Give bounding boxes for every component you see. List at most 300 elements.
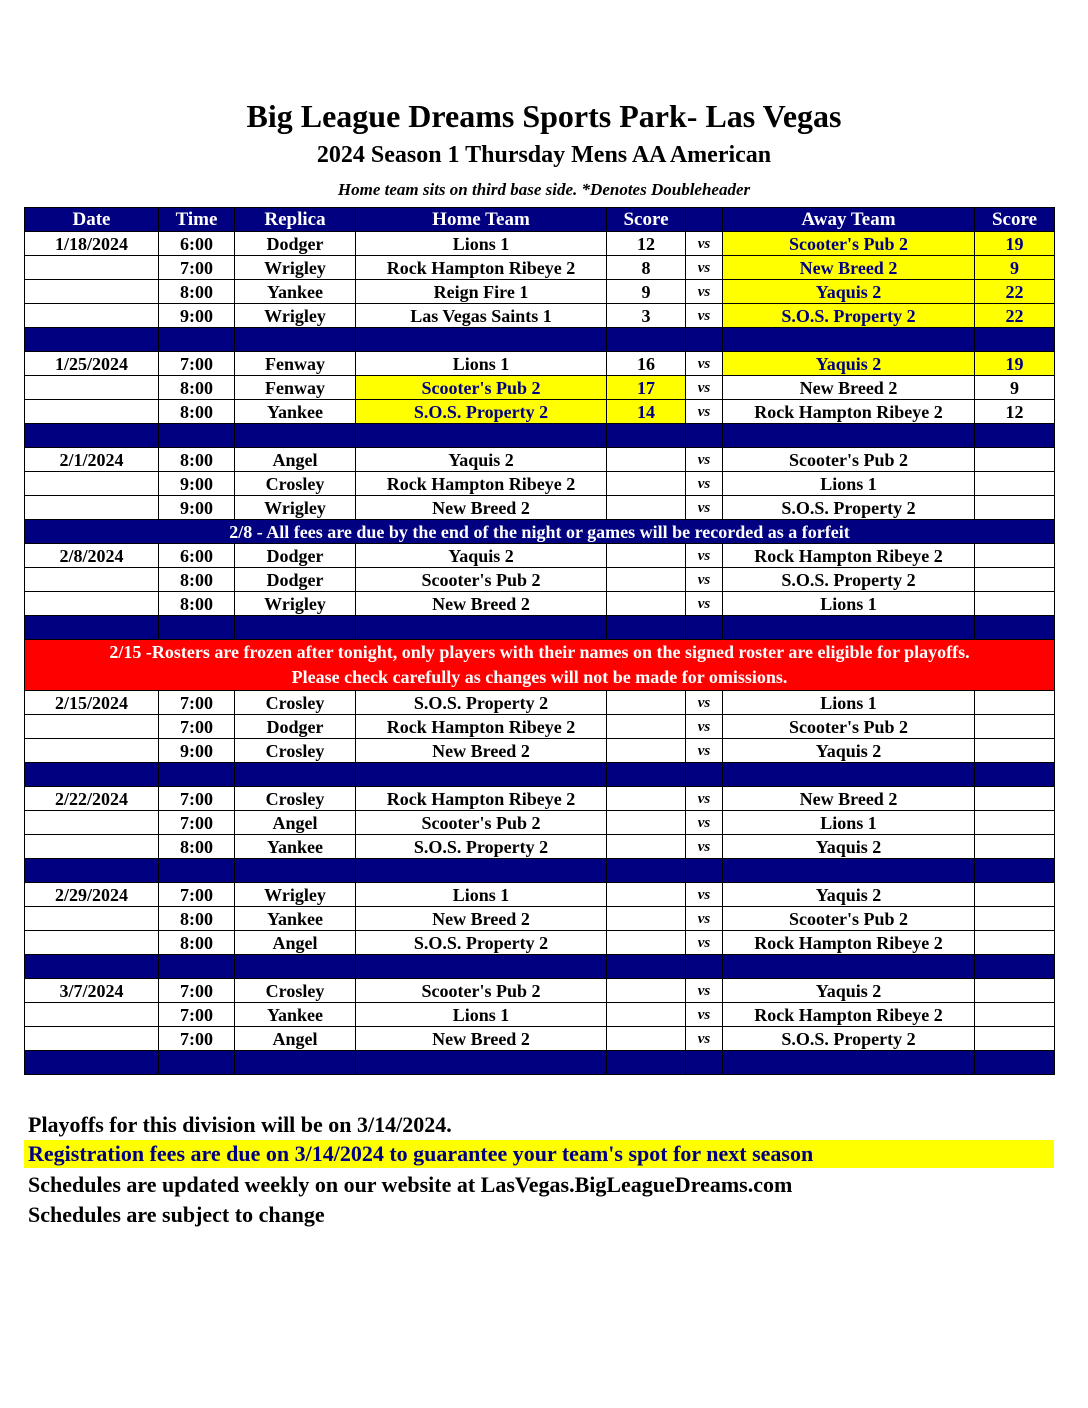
- header-away-score: Score: [975, 208, 1055, 232]
- home-team-cell: Rock Hampton Ribeye 2: [356, 472, 607, 496]
- away-score-cell: [975, 907, 1055, 931]
- fees-notice-row: [25, 520, 1055, 544]
- spacer-cell: [686, 1051, 723, 1075]
- away-score-cell: [975, 1003, 1055, 1027]
- game-row: [25, 496, 1055, 520]
- replica-cell: Yankee: [235, 907, 356, 931]
- spacer-cell: [25, 616, 159, 640]
- spacer-cell: [975, 763, 1055, 787]
- home-score-cell: 16: [607, 352, 686, 376]
- game-row: [25, 1027, 1055, 1051]
- spacer-cell: [159, 424, 235, 448]
- website-note: Schedules are updated weekly on our website at LasVegas.BigLeagueDreams.com: [28, 1172, 793, 1197]
- vs-label: vs: [686, 400, 723, 424]
- away-team-cell: Yaquis 2: [723, 280, 975, 304]
- home-score-cell: 14: [607, 400, 686, 424]
- home-team-cell: Rock Hampton Ribeye 2: [356, 715, 607, 739]
- spacer-cell: [159, 763, 235, 787]
- vs-label: vs: [686, 907, 723, 931]
- spacer-cell: [975, 1051, 1055, 1075]
- replica-cell: Yankee: [235, 400, 356, 424]
- replica-cell: Wrigley: [235, 883, 356, 907]
- spacer-cell: [235, 616, 356, 640]
- time-cell: 7:00: [159, 715, 235, 739]
- roster-alert-line2: Please check carefully as changes will not be made for omissions.: [291, 667, 788, 687]
- spacer-cell: [723, 859, 975, 883]
- home-team-cell: New Breed 2: [356, 592, 607, 616]
- spacer-cell: [356, 763, 607, 787]
- game-row: [25, 592, 1055, 616]
- away-score-cell: [975, 568, 1055, 592]
- away-team-cell: New Breed 2: [723, 787, 975, 811]
- spacer-cell: [607, 955, 686, 979]
- home-score-cell: [607, 568, 686, 592]
- date-cell: 2/1/2024: [25, 448, 159, 472]
- date-cell: 2/22/2024: [25, 787, 159, 811]
- date-cell: [25, 931, 159, 955]
- header-home-team: Home Team: [356, 208, 607, 232]
- date-cell: [25, 568, 159, 592]
- page-title: Big League Dreams Sports Park- Las Vegas: [246, 98, 842, 134]
- spacer-cell: [235, 859, 356, 883]
- away-team-cell: Rock Hampton Ribeye 2: [723, 400, 975, 424]
- replica-cell: Wrigley: [235, 592, 356, 616]
- game-row: [25, 835, 1055, 859]
- date-cell: 2/29/2024: [25, 883, 159, 907]
- roster-alert: [25, 640, 1055, 691]
- home-score-cell: [607, 787, 686, 811]
- vs-label: vs: [686, 592, 723, 616]
- away-score-cell: [975, 691, 1055, 715]
- spacer-cell: [235, 763, 356, 787]
- home-team-cell: Lions 1: [356, 883, 607, 907]
- spacer-cell: [159, 955, 235, 979]
- game-row: [25, 931, 1055, 955]
- away-score-cell: [975, 472, 1055, 496]
- home-score-cell: [607, 739, 686, 763]
- home-team-cell: Yaquis 2: [356, 544, 607, 568]
- away-score-cell: [975, 787, 1055, 811]
- home-score-cell: [607, 448, 686, 472]
- change-note: Schedules are subject to change: [28, 1202, 325, 1227]
- vs-label: vs: [686, 256, 723, 280]
- away-team-cell: Lions 1: [723, 472, 975, 496]
- game-row: [25, 400, 1055, 424]
- away-team-cell: Yaquis 2: [723, 883, 975, 907]
- spacer-cell: [159, 859, 235, 883]
- spacer-cell: [607, 328, 686, 352]
- home-score-cell: [607, 1027, 686, 1051]
- away-score-cell: [975, 739, 1055, 763]
- spacer-cell: [975, 616, 1055, 640]
- away-score-cell: 19: [975, 352, 1055, 376]
- away-team-cell: Lions 1: [723, 811, 975, 835]
- game-row: [25, 883, 1055, 907]
- spacer-cell: [235, 1051, 356, 1075]
- date-cell: 3/7/2024: [25, 979, 159, 1003]
- spacer-cell: [356, 955, 607, 979]
- away-team-cell: S.O.S. Property 2: [723, 496, 975, 520]
- home-score-cell: [607, 979, 686, 1003]
- home-score-cell: [607, 472, 686, 496]
- home-team-cell: Scooter's Pub 2: [356, 979, 607, 1003]
- game-row: [25, 979, 1055, 1003]
- away-score-cell: [975, 931, 1055, 955]
- spacer-cell: [975, 955, 1055, 979]
- spacer-cell: [25, 859, 159, 883]
- away-score-cell: [975, 883, 1055, 907]
- time-cell: 7:00: [159, 256, 235, 280]
- date-cell: [25, 835, 159, 859]
- replica-cell: Angel: [235, 811, 356, 835]
- away-score-cell: [975, 496, 1055, 520]
- vs-label: vs: [686, 448, 723, 472]
- time-cell: 8:00: [159, 835, 235, 859]
- home-team-cell: Las Vegas Saints 1: [356, 304, 607, 328]
- spacer-cell: [975, 328, 1055, 352]
- vs-label: vs: [686, 787, 723, 811]
- date-cell: [25, 472, 159, 496]
- game-row: [25, 1003, 1055, 1027]
- time-cell: 7:00: [159, 352, 235, 376]
- date-cell: [25, 304, 159, 328]
- away-team-cell: Yaquis 2: [723, 979, 975, 1003]
- replica-cell: Crosley: [235, 472, 356, 496]
- spacer-cell: [975, 424, 1055, 448]
- schedule-table: [24, 207, 1055, 1075]
- home-score-cell: [607, 835, 686, 859]
- time-cell: 8:00: [159, 592, 235, 616]
- replica-cell: Crosley: [235, 739, 356, 763]
- spacer-cell: [235, 955, 356, 979]
- replica-cell: Wrigley: [235, 496, 356, 520]
- replica-cell: Dodger: [235, 544, 356, 568]
- time-cell: 9:00: [159, 304, 235, 328]
- date-cell: 2/8/2024: [25, 544, 159, 568]
- away-score-cell: [975, 979, 1055, 1003]
- time-cell: 8:00: [159, 931, 235, 955]
- game-row: [25, 739, 1055, 763]
- replica-cell: Angel: [235, 931, 356, 955]
- replica-cell: Yankee: [235, 280, 356, 304]
- date-cell: [25, 256, 159, 280]
- home-team-cell: Lions 1: [356, 232, 607, 256]
- spacer-cell: [607, 616, 686, 640]
- spacer-cell: [159, 328, 235, 352]
- time-cell: 8:00: [159, 280, 235, 304]
- spacer-cell: [686, 955, 723, 979]
- home-score-cell: 12: [607, 232, 686, 256]
- date-cell: 1/18/2024: [25, 232, 159, 256]
- time-cell: 6:00: [159, 544, 235, 568]
- home-team-cell: S.O.S. Property 2: [356, 835, 607, 859]
- vs-label: vs: [686, 472, 723, 496]
- time-cell: 9:00: [159, 739, 235, 763]
- game-row: [25, 352, 1055, 376]
- header-away-team: Away Team: [723, 208, 975, 232]
- home-score-cell: [607, 883, 686, 907]
- fees-notice: 2/8 - All fees are due by the end of the night or games will be recorded as a forfeit: [25, 520, 1055, 544]
- home-team-cell: Rock Hampton Ribeye 2: [356, 256, 607, 280]
- spacer-cell: [356, 424, 607, 448]
- vs-label: vs: [686, 883, 723, 907]
- time-cell: 7:00: [159, 1003, 235, 1027]
- away-score-cell: 9: [975, 256, 1055, 280]
- home-team-cell: Yaquis 2: [356, 448, 607, 472]
- away-score-cell: [975, 811, 1055, 835]
- vs-label: vs: [686, 715, 723, 739]
- replica-cell: Wrigley: [235, 304, 356, 328]
- replica-cell: Yankee: [235, 835, 356, 859]
- spacer-cell: [723, 424, 975, 448]
- vs-label: vs: [686, 304, 723, 328]
- away-team-cell: Scooter's Pub 2: [723, 907, 975, 931]
- home-score-cell: [607, 592, 686, 616]
- away-team-cell: Rock Hampton Ribeye 2: [723, 544, 975, 568]
- date-cell: [25, 1027, 159, 1051]
- vs-label: vs: [686, 1027, 723, 1051]
- vs-label: vs: [686, 1003, 723, 1027]
- vs-label: vs: [686, 979, 723, 1003]
- time-cell: 8:00: [159, 448, 235, 472]
- spacer-cell: [25, 763, 159, 787]
- header-replica: Replica: [235, 208, 356, 232]
- spacer-cell: [686, 763, 723, 787]
- home-team-cell: S.O.S. Property 2: [356, 931, 607, 955]
- home-team-cell: Reign Fire 1: [356, 280, 607, 304]
- home-score-cell: [607, 544, 686, 568]
- home-team-cell: S.O.S. Property 2: [356, 691, 607, 715]
- home-team-note: Home team sits on third base side. *Denotes Doubleheader: [337, 180, 751, 199]
- playoffs-note: Playoffs for this division will be on 3/14/2024.: [28, 1112, 452, 1137]
- away-team-cell: S.O.S. Property 2: [723, 304, 975, 328]
- home-team-cell: Lions 1: [356, 1003, 607, 1027]
- away-team-cell: Scooter's Pub 2: [723, 715, 975, 739]
- replica-cell: Crosley: [235, 787, 356, 811]
- home-team-cell: New Breed 2: [356, 1027, 607, 1051]
- time-cell: 8:00: [159, 400, 235, 424]
- vs-label: vs: [686, 280, 723, 304]
- spacer-row: [25, 424, 1055, 448]
- header-time: Time: [159, 208, 235, 232]
- spacer-cell: [235, 424, 356, 448]
- vs-label: vs: [686, 811, 723, 835]
- game-row: [25, 256, 1055, 280]
- home-team-cell: Rock Hampton Ribeye 2: [356, 787, 607, 811]
- home-score-cell: [607, 931, 686, 955]
- date-cell: [25, 715, 159, 739]
- away-score-cell: [975, 448, 1055, 472]
- registration-note: Registration fees are due on 3/14/2024 to guarantee your team's spot for next season: [24, 1140, 1054, 1168]
- spacer-cell: [25, 1051, 159, 1075]
- away-team-cell: Rock Hampton Ribeye 2: [723, 1003, 975, 1027]
- game-row: [25, 280, 1055, 304]
- home-score-cell: 9: [607, 280, 686, 304]
- date-cell: [25, 592, 159, 616]
- time-cell: 7:00: [159, 787, 235, 811]
- away-team-cell: Rock Hampton Ribeye 2: [723, 931, 975, 955]
- home-score-cell: [607, 811, 686, 835]
- vs-label: vs: [686, 835, 723, 859]
- game-row: [25, 691, 1055, 715]
- replica-cell: Fenway: [235, 352, 356, 376]
- home-score-cell: [607, 496, 686, 520]
- time-cell: 7:00: [159, 811, 235, 835]
- vs-label: vs: [686, 232, 723, 256]
- spacer-row: [25, 859, 1055, 883]
- home-team-cell: New Breed 2: [356, 496, 607, 520]
- home-score-cell: [607, 907, 686, 931]
- spacer-cell: [607, 763, 686, 787]
- game-row: [25, 232, 1055, 256]
- spacer-cell: [607, 859, 686, 883]
- game-row: [25, 568, 1055, 592]
- date-cell: [25, 739, 159, 763]
- roster-alert-line1: 2/15 -Rosters are frozen after tonight, only players with their names on the signed roster are eligible for playoffs.: [109, 642, 970, 662]
- replica-cell: Angel: [235, 448, 356, 472]
- spacer-cell: [356, 328, 607, 352]
- replica-cell: Dodger: [235, 715, 356, 739]
- away-score-cell: [975, 835, 1055, 859]
- spacer-cell: [723, 616, 975, 640]
- spacer-row: [25, 1051, 1055, 1075]
- away-score-cell: [975, 1027, 1055, 1051]
- spacer-cell: [686, 859, 723, 883]
- game-row: [25, 715, 1055, 739]
- away-score-cell: [975, 592, 1055, 616]
- time-cell: 9:00: [159, 472, 235, 496]
- spacer-row: [25, 328, 1055, 352]
- time-cell: 8:00: [159, 907, 235, 931]
- date-cell: [25, 1003, 159, 1027]
- header-home-score: Score: [607, 208, 686, 232]
- away-score-cell: 9: [975, 376, 1055, 400]
- home-team-cell: S.O.S. Property 2: [356, 400, 607, 424]
- home-score-cell: [607, 715, 686, 739]
- date-cell: [25, 376, 159, 400]
- time-cell: 7:00: [159, 883, 235, 907]
- page-subtitle: 2024 Season 1 Thursday Mens AA American: [316, 142, 772, 168]
- table-header-row: [25, 208, 1055, 232]
- spacer-cell: [723, 328, 975, 352]
- away-team-cell: New Breed 2: [723, 256, 975, 280]
- game-row: [25, 448, 1055, 472]
- spacer-cell: [25, 424, 159, 448]
- away-score-cell: [975, 715, 1055, 739]
- vs-label: vs: [686, 352, 723, 376]
- game-row: [25, 787, 1055, 811]
- game-row: [25, 304, 1055, 328]
- spacer-row: [25, 763, 1055, 787]
- game-row: [25, 907, 1055, 931]
- spacer-cell: [235, 328, 356, 352]
- away-team-cell: Yaquis 2: [723, 352, 975, 376]
- vs-label: vs: [686, 691, 723, 715]
- spacer-cell: [356, 1051, 607, 1075]
- away-score-cell: 19: [975, 232, 1055, 256]
- time-cell: 7:00: [159, 979, 235, 1003]
- date-cell: 1/25/2024: [25, 352, 159, 376]
- date-cell: [25, 496, 159, 520]
- replica-cell: Crosley: [235, 691, 356, 715]
- vs-label: vs: [686, 568, 723, 592]
- vs-label: vs: [686, 496, 723, 520]
- spacer-cell: [356, 616, 607, 640]
- spacer-cell: [159, 1051, 235, 1075]
- vs-label: vs: [686, 931, 723, 955]
- date-cell: [25, 400, 159, 424]
- home-score-cell: [607, 1003, 686, 1027]
- away-team-cell: Lions 1: [723, 691, 975, 715]
- spacer-cell: [723, 1051, 975, 1075]
- home-score-cell: 3: [607, 304, 686, 328]
- away-score-cell: [975, 544, 1055, 568]
- date-cell: [25, 280, 159, 304]
- replica-cell: Yankee: [235, 1003, 356, 1027]
- replica-cell: Dodger: [235, 232, 356, 256]
- time-cell: 8:00: [159, 568, 235, 592]
- spacer-cell: [723, 763, 975, 787]
- date-cell: [25, 811, 159, 835]
- spacer-cell: [686, 616, 723, 640]
- game-row: [25, 376, 1055, 400]
- away-team-cell: Yaquis 2: [723, 835, 975, 859]
- away-score-cell: 22: [975, 280, 1055, 304]
- home-team-cell: Lions 1: [356, 352, 607, 376]
- spacer-cell: [159, 616, 235, 640]
- away-score-cell: 12: [975, 400, 1055, 424]
- home-team-cell: Scooter's Pub 2: [356, 811, 607, 835]
- spacer-cell: [686, 328, 723, 352]
- replica-cell: Wrigley: [235, 256, 356, 280]
- spacer-cell: [607, 424, 686, 448]
- away-score-cell: 22: [975, 304, 1055, 328]
- spacer-row: [25, 955, 1055, 979]
- spacer-cell: [607, 1051, 686, 1075]
- vs-label: vs: [686, 544, 723, 568]
- vs-label: vs: [686, 376, 723, 400]
- away-team-cell: S.O.S. Property 2: [723, 568, 975, 592]
- time-cell: 7:00: [159, 691, 235, 715]
- away-team-cell: Lions 1: [723, 592, 975, 616]
- away-team-cell: Scooter's Pub 2: [723, 448, 975, 472]
- home-team-cell: New Breed 2: [356, 907, 607, 931]
- spacer-cell: [686, 424, 723, 448]
- home-team-cell: Scooter's Pub 2: [356, 568, 607, 592]
- replica-cell: Crosley: [235, 979, 356, 1003]
- game-row: [25, 811, 1055, 835]
- time-cell: 8:00: [159, 376, 235, 400]
- spacer-cell: [25, 328, 159, 352]
- away-team-cell: S.O.S. Property 2: [723, 1027, 975, 1051]
- vs-label: vs: [686, 739, 723, 763]
- spacer-cell: [975, 859, 1055, 883]
- away-team-cell: Yaquis 2: [723, 739, 975, 763]
- away-team-cell: New Breed 2: [723, 376, 975, 400]
- home-score-cell: [607, 691, 686, 715]
- spacer-cell: [356, 859, 607, 883]
- time-cell: 6:00: [159, 232, 235, 256]
- replica-cell: Dodger: [235, 568, 356, 592]
- date-cell: [25, 907, 159, 931]
- header-vs: [686, 208, 723, 232]
- roster-alert-row: [25, 640, 1055, 691]
- home-score-cell: 8: [607, 256, 686, 280]
- game-row: [25, 472, 1055, 496]
- time-cell: 9:00: [159, 496, 235, 520]
- away-team-cell: Scooter's Pub 2: [723, 232, 975, 256]
- schedule-body: [25, 232, 1055, 1075]
